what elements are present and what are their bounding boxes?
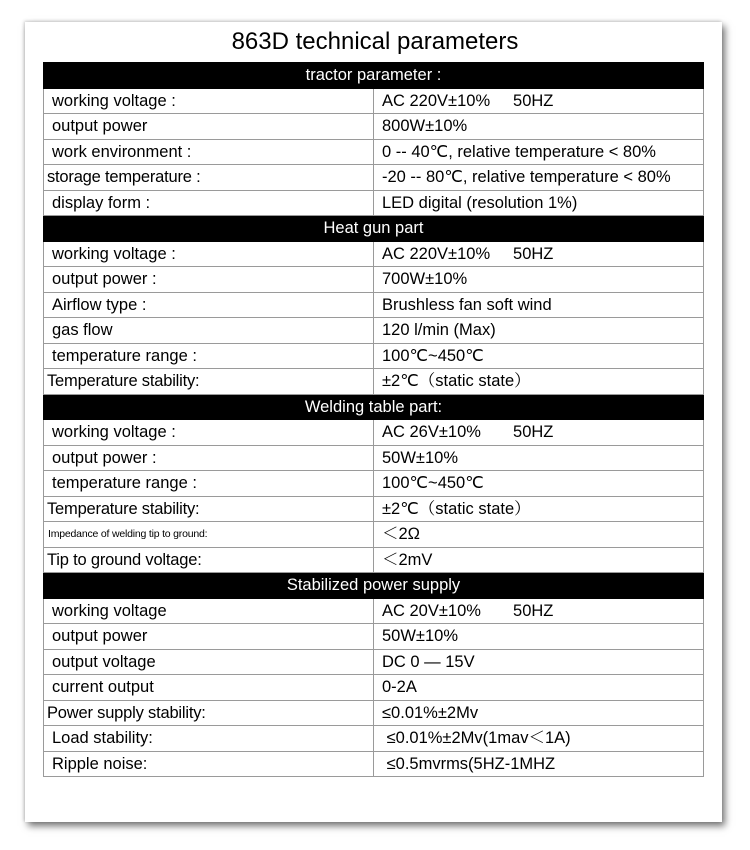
section-header-row <box>44 573 704 599</box>
section-header: Heat gun part <box>44 216 704 242</box>
table-row <box>44 114 704 140</box>
parameter-label: Impedance of welding tip to ground: <box>44 522 374 548</box>
parameter-value: 50W±10% <box>374 445 704 471</box>
parameter-value: ±2℃（static state） <box>374 496 704 522</box>
table-row <box>44 675 704 701</box>
table-row <box>44 88 704 114</box>
parameter-value: LED digital (resolution 1%) <box>374 190 704 216</box>
table-row <box>44 547 704 573</box>
parameter-label: working voltage <box>44 598 374 624</box>
table-row <box>44 598 704 624</box>
parameter-label: output voltage <box>44 649 374 675</box>
parameter-label: working voltage : <box>44 88 374 114</box>
parameter-value: 0 -- 40℃, relative temperature < 80% <box>374 139 704 165</box>
table-row <box>44 369 704 395</box>
section-header: Stabilized power supply <box>44 573 704 599</box>
page-title: 863D technical parameters <box>231 28 519 55</box>
spec-table <box>43 62 704 777</box>
parameter-value: 120 l/min (Max) <box>374 318 704 344</box>
parameter-label: Power supply stability: <box>44 700 374 726</box>
table-row <box>44 496 704 522</box>
parameter-value: 50W±10% <box>374 624 704 650</box>
table-row <box>44 522 704 548</box>
table-row <box>44 190 704 216</box>
parameter-value: ±2℃（static state） <box>374 369 704 395</box>
parameter-label: current output <box>44 675 374 701</box>
parameter-label: temperature range : <box>44 471 374 497</box>
parameter-label: output power : <box>44 267 374 293</box>
table-row <box>44 649 704 675</box>
parameter-label: gas flow <box>44 318 374 344</box>
parameter-value: 700W±10% <box>374 267 704 293</box>
table-row <box>44 318 704 344</box>
table-row <box>44 624 704 650</box>
parameter-label: working voltage : <box>44 241 374 267</box>
parameter-label: output power <box>44 624 374 650</box>
section-header: tractor parameter : <box>44 63 704 89</box>
parameter-value: AC 26V±10% 50HZ <box>374 420 704 446</box>
table-row <box>44 343 704 369</box>
parameter-value: ≤0.5mvrms(5HZ-1MHZ <box>374 751 704 777</box>
parameter-value: ＜2Ω <box>374 522 704 548</box>
parameter-value: AC 220V±10% 50HZ <box>374 88 704 114</box>
parameter-label: work environment : <box>44 139 374 165</box>
table-row <box>44 445 704 471</box>
parameter-label: output power : <box>44 445 374 471</box>
section-header: Welding table part: <box>44 394 704 420</box>
parameter-label: Temperature stability: <box>44 369 374 395</box>
parameter-value: 100℃~450℃ <box>374 343 704 369</box>
table-row <box>44 241 704 267</box>
spec-table-body <box>44 63 704 777</box>
section-header-row <box>44 216 704 242</box>
parameter-value: ≤0.01%±2Mv(1mav＜1A) <box>374 726 704 752</box>
table-row <box>44 139 704 165</box>
parameter-value: 100℃~450℃ <box>374 471 704 497</box>
parameter-value: DC 0 — 15V <box>374 649 704 675</box>
table-row <box>44 726 704 752</box>
parameter-value: ≤0.01%±2Mv <box>374 700 704 726</box>
parameter-value: ＜2mV <box>374 547 704 573</box>
parameter-label: temperature range : <box>44 343 374 369</box>
parameter-label: Load stability: <box>44 726 374 752</box>
section-header-row <box>44 63 704 89</box>
parameter-value: AC 20V±10% 50HZ <box>374 598 704 624</box>
table-row <box>44 165 704 191</box>
parameter-label: Temperature stability: <box>44 496 374 522</box>
table-row <box>44 292 704 318</box>
parameter-label: Tip to ground voltage: <box>44 547 374 573</box>
parameter-label: output power <box>44 114 374 140</box>
table-row <box>44 267 704 293</box>
parameter-value: AC 220V±10% 50HZ <box>374 241 704 267</box>
parameter-label: Ripple noise: <box>44 751 374 777</box>
parameter-label: display form : <box>44 190 374 216</box>
parameter-value: 0-2A <box>374 675 704 701</box>
parameter-label: working voltage : <box>44 420 374 446</box>
table-row <box>44 471 704 497</box>
table-row <box>44 700 704 726</box>
parameter-value: 800W±10% <box>374 114 704 140</box>
parameter-value: -20 -- 80℃, relative temperature < 80% <box>374 165 704 191</box>
table-row <box>44 751 704 777</box>
parameter-value: Brushless fan soft wind <box>374 292 704 318</box>
parameter-label: Airflow type : <box>44 292 374 318</box>
parameter-label: storage temperature : <box>44 165 374 191</box>
table-row <box>44 420 704 446</box>
section-header-row <box>44 394 704 420</box>
